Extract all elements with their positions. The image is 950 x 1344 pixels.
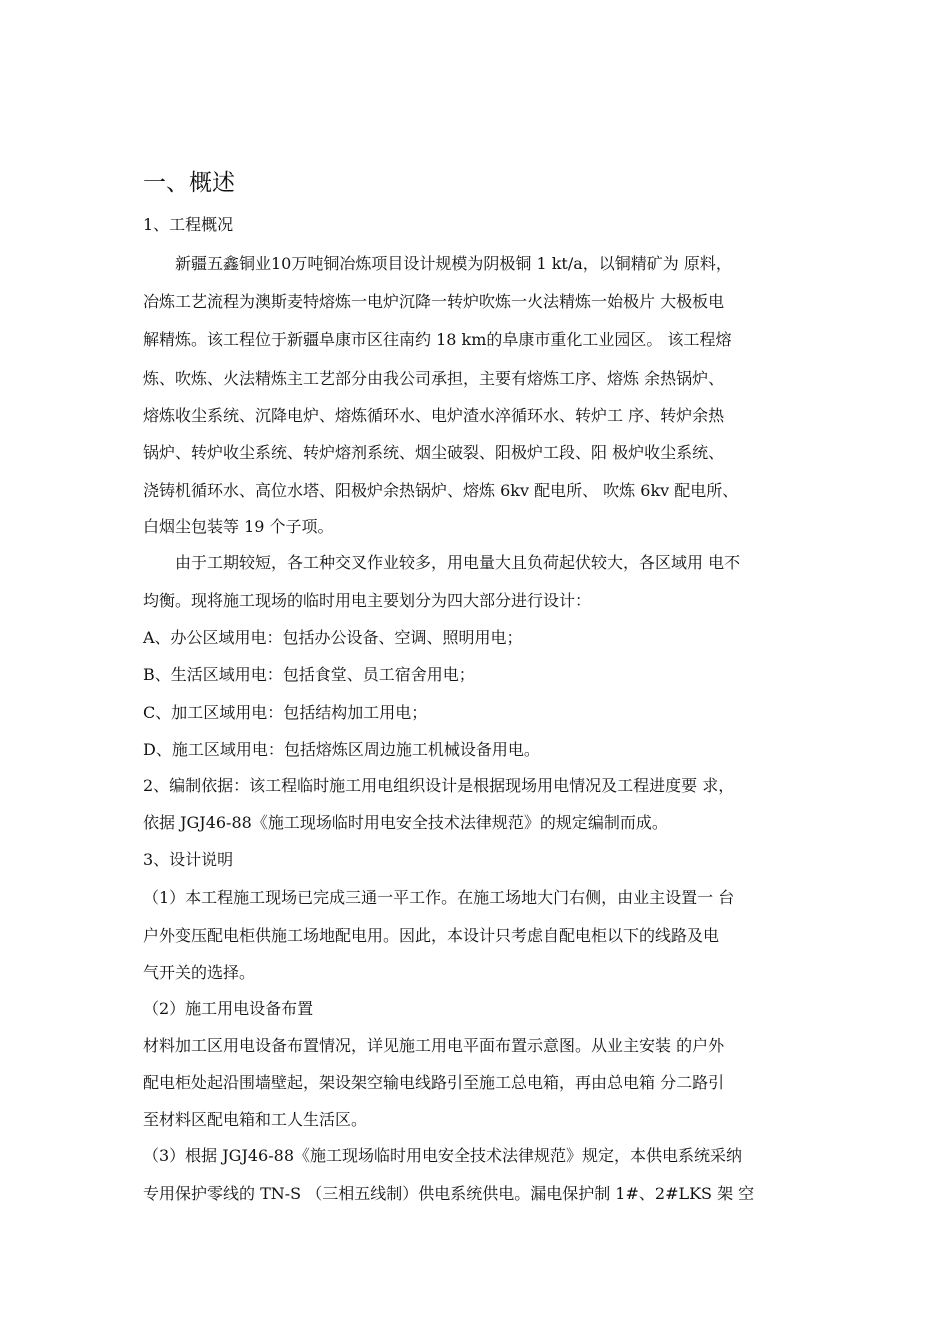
paragraph-line: 由于工期较短，各工种交叉作业较多，用电量大且负荷起伏较大，各区域用 电不: [143, 553, 741, 572]
paragraph-line: 炼、吹炼、火法精炼主工艺部分由我公司承担，主要有熔炼工序、熔炼 余热锅炉、: [143, 369, 725, 388]
paragraph-line: 白烟尘包装等 19 个子项。: [143, 517, 334, 536]
paragraph-line: 至材料区配电箱和工人生活区。: [143, 1110, 368, 1129]
list-item-a: A、办公区域用电：包括办公设备、空调、照明用电；: [143, 628, 523, 647]
list-item-c: C、加工区域用电：包括结构加工用电；: [143, 703, 428, 722]
paragraph-line: 材料加工区用电设备布置情况，详见施工用电平面布置示意图。从业主安装 的户外: [143, 1036, 725, 1055]
paragraph-line: 熔炼收尘系统、沉降电炉、熔炼循环水、电炉渣水淬循环水、转炉工 序、转炉余热: [143, 406, 725, 425]
paragraph-line: 气开关的选择。: [143, 963, 256, 982]
paragraph-line: 专用保护零线的 TN-S （三相五线制）供电系统供电。漏电保护制 1#、2#LKS 架 空: [143, 1184, 755, 1203]
subheading-design-notes: 3、设计说明: [143, 850, 234, 869]
paragraph-line: 新疆五鑫铜业10万吨铜冶炼项目设计规模为阴极铜 1 kt/a，以铜精矿为 原料，: [143, 254, 732, 273]
paragraph-line: （1）本工程施工现场已完成三通一平工作。在施工场地大门右侧，由业主设置一 台: [143, 888, 735, 907]
section-heading: 一、概述: [143, 170, 235, 196]
paragraph-line: 均衡。现将施工现场的临时用电主要划分为四大部分进行设计：: [143, 591, 592, 610]
paragraph-line: 解精炼。该工程位于新疆阜康市区往南约 18 km的阜康市重化工业园区。 该工程熔: [143, 330, 732, 349]
list-item-b: B、生活区域用电：包括食堂、员工宿舍用电；: [143, 665, 475, 684]
paragraph-line: 浇铸机循环水、高位水塔、阳极炉余热锅炉、熔炼 6kv 配电所、 吹炼 6kv 配电所、: [143, 481, 739, 500]
paragraph-line: （3）根据 JGJ46-88《施工现场临时用电安全技术法律规范》规定，本供电系统采纳: [143, 1146, 743, 1165]
paragraph-line: 配电柜处起沿围墙壁起，架设架空输电线路引至施工总电箱，再由总电箱 分二路引: [143, 1073, 725, 1092]
paragraph-line: 2、编制依据：该工程临时施工用电组织设计是根据现场用电情况及工程进度要 求，: [143, 776, 735, 795]
paragraph-line: 户外变压配电柜供施工场地配电用。因此，本设计只考虑自配电柜以下的线路及电: [143, 926, 720, 945]
paragraph-line: 冶炼工艺流程为澳斯麦特熔炼一电炉沉降一转炉吹炼一火法精炼一始极片 大极板电: [143, 292, 725, 311]
subheading-project-overview: 1、工程概况: [143, 215, 234, 234]
paragraph-line: 锅炉、转炉收尘系统、转炉熔剂系统、烟尘破裂、阳极炉工段、阳 极炉收尘系统、: [143, 443, 725, 462]
paragraph-line: （2）施工用电设备布置: [143, 999, 314, 1018]
list-item-d: D、施工区域用电：包括熔炼区周边施工机械设备用电。: [143, 740, 540, 759]
paragraph-line: 依据 JGJ46-88《施工现场临时用电安全技术法律规范》的规定编制而成。: [143, 813, 668, 832]
